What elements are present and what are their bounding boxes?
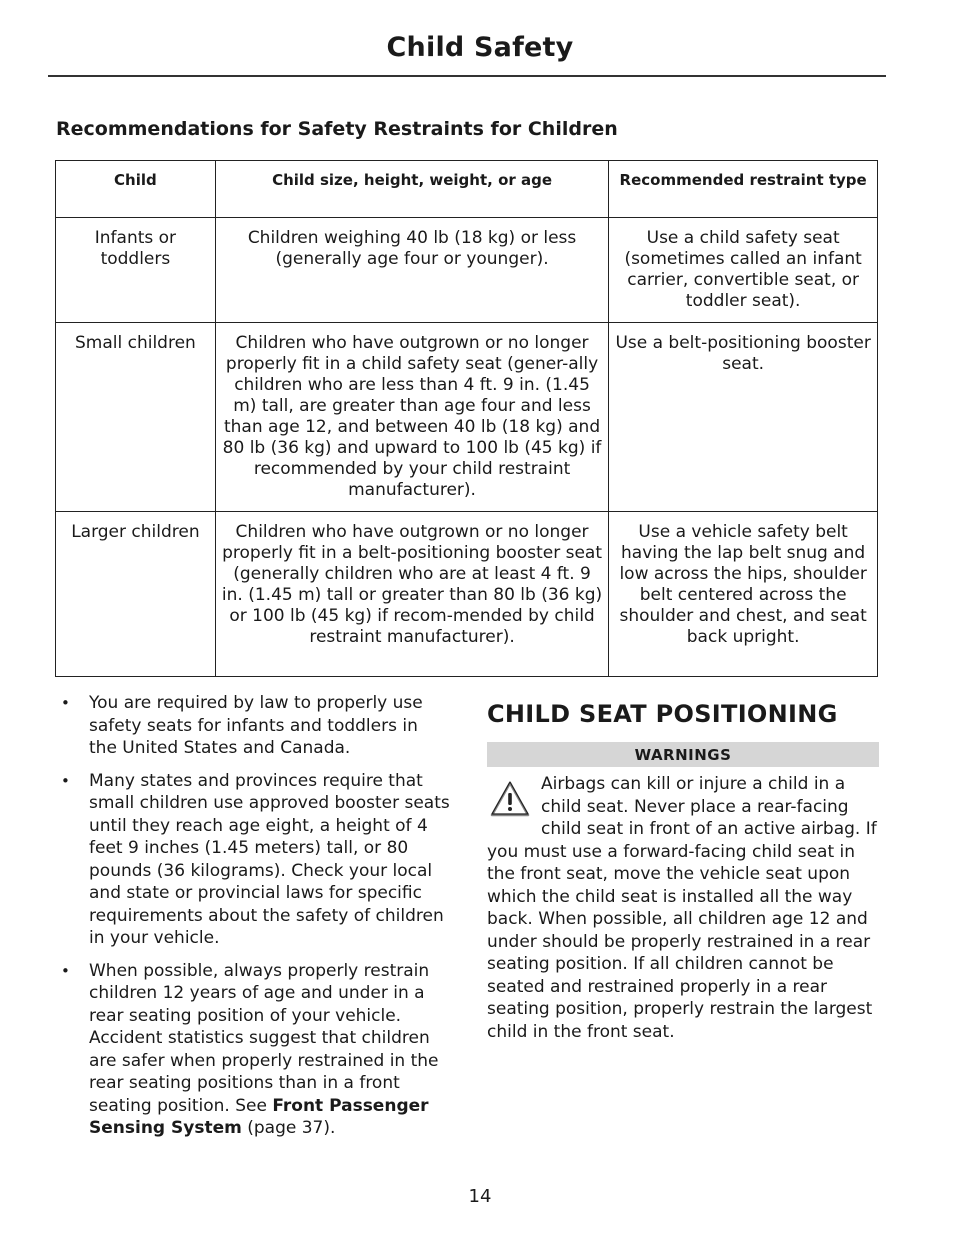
cell-restraint: Use a child safety seat (sometimes called an infant carrier, convertible seat, or toddler seat). [609, 218, 878, 323]
page-reference: (page 37). [241, 1118, 336, 1138]
restraints-table [55, 160, 878, 677]
page-number: 14 [468, 1186, 492, 1207]
page-title: Child Safety [386, 32, 574, 63]
cell-restraint: Use a belt-positioning booster seat. [609, 323, 878, 512]
section-title: CHILD SEAT POSITIONING [487, 700, 838, 728]
warning-text: Airbags can kill or injure a child in a child seat. Never place a rear-facing child seat in front of an active airbag. If you must use a forward-facing child seat in the front seat, move the vehicle seat upon which the child seat is installed all the way back. When possible, all children age 12 and under should be properly restrained in a rear seating position. If all children cannot be seated and restrained properly in a rear seating position, properly restrain the largest child in the front seat. [487, 774, 877, 1042]
cell-child: Small children [56, 323, 216, 512]
section-heading: Recommendations for Safety Restraints for Children [56, 118, 618, 140]
list-item-text: When possible, always properly restrain children 12 years of age and under in a rear seating position of your vehicle. Accident statistics suggest that children are safer when properly restrained in the rear seating positions than in a front seating position. See [89, 960, 439, 1116]
cell-child: Larger children [56, 512, 216, 677]
table-row [56, 218, 878, 323]
list-item: • Many states and provinces require that small children use approved booster seats until they reach age eight, a height of 4 feet 9 inches (1.45 meters) tall, or 80 pounds (36 kilograms). Check your local and state or provincial laws for specific requirements about the safety of children in your vehicle. [55, 770, 450, 950]
cell-size: Children who have outgrown or no longer properly fit in a child safety seat (gener-ally children who are less than 4 ft. 9 in. (1.45 m) tall, are greater than age four and less than age 12, and between 40 lb (18 kg) and 80 lb (36 kg) and upward to 100 lb (45 kg) if recommended by your child restraint manufacturer). [215, 323, 608, 512]
warning-box [487, 773, 879, 1043]
title-divider [48, 75, 886, 77]
cell-size: Children who have outgrown or no longer properly fit in a belt-positioning booster seat (generally children who are at least 4 ft. 9 in. (1.45 m) tall or greater than 80 lb (36 kg) or 100 lb (45 kg) if recom-mended by child restraint manufacturer). [215, 512, 608, 677]
safety-bullets [55, 692, 450, 1150]
cell-size: Children weighing 40 lb (18 kg) or less (generally age four or younger). [215, 218, 608, 323]
table-header-row [56, 161, 878, 218]
warning-triangle-icon [487, 777, 533, 821]
table-row [56, 512, 878, 677]
column-header-size: Child size, height, weight, or age [215, 161, 608, 218]
list-item [55, 960, 450, 1140]
table-row [56, 323, 878, 512]
warnings-label: WARNINGS [487, 742, 879, 767]
cell-restraint: Use a vehicle safety belt having the lap belt snug and low across the hips, shoulder belt centered across the shoulder and chest, and seat back upright. [609, 512, 878, 677]
column-header-child: Child [56, 161, 216, 218]
column-header-restraint: Recommended restraint type [609, 161, 878, 218]
child-seat-positioning [487, 700, 879, 1043]
list-item: • You are required by law to properly use safety seats for infants and toddlers in the United States and Canada. [55, 692, 450, 760]
cell-child: Infants or toddlers [56, 218, 216, 323]
cross-reference-link[interactable]: Front Passenger Sensing System [89, 1095, 429, 1138]
